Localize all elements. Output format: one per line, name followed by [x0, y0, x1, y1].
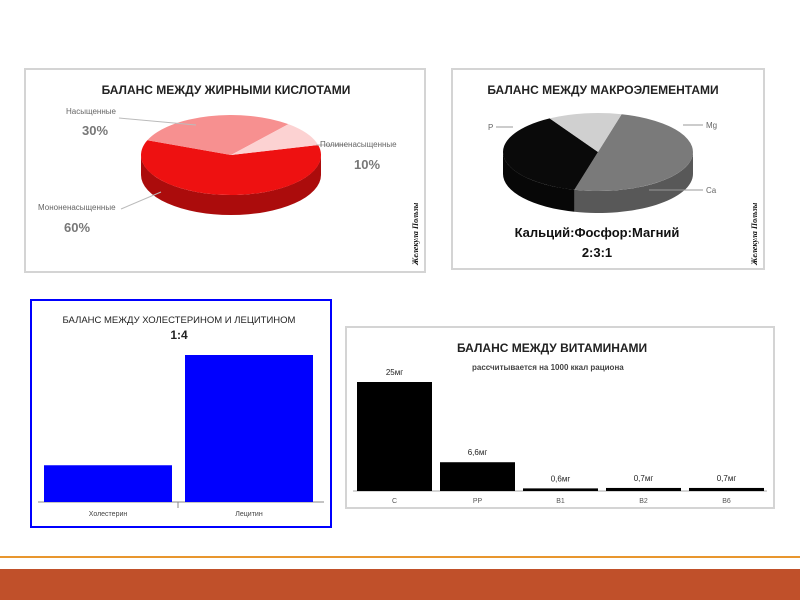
bottom-bar	[0, 569, 800, 600]
vitamins-title: БАЛАНС МЕЖДУ ВИТАМИНАМИ	[457, 341, 648, 355]
bar-Холестерин	[44, 465, 172, 502]
cholesterol-lecithin-chart	[32, 301, 330, 526]
ca-label: Ca	[706, 186, 717, 195]
vitamins-chart	[347, 328, 773, 507]
saturated-value: 30%	[82, 123, 109, 138]
macroelements-chart	[453, 70, 763, 268]
data-label-C: 25мг	[385, 368, 404, 377]
monounsaturated-value: 60%	[64, 220, 91, 235]
data-label-B1: 0,6мг	[550, 474, 571, 484]
accent-line	[0, 556, 800, 558]
p-label: P	[488, 123, 494, 132]
macroelements-chart-panel	[451, 68, 765, 270]
tick-label-B2: B2	[639, 498, 648, 505]
tick-label-Холестерин: Холестерин	[88, 511, 128, 518]
tick-label-PP: PP	[472, 498, 483, 505]
cholesterol-lecithin-chart-panel	[30, 299, 332, 528]
fatty-acids-title: БАЛАНС МЕЖДУ ЖИРНЫМИ КИСЛОТАМИ	[101, 83, 351, 97]
vitamins-subtitle: рассчитывается на 1000 ккал рациона	[472, 363, 624, 372]
bar-C	[357, 382, 432, 491]
cholesterol-lecithin-title: БАЛАНС МЕЖДУ ХОЛЕСТЕРИНОМ И ЛЕЦИТИНОМ	[62, 315, 296, 326]
fatty-acids-chart	[26, 70, 424, 271]
tick-label-B1: B1	[556, 498, 565, 505]
cholesterol-lecithin-subtitle: 1:4	[170, 328, 188, 342]
data-label-PP: 6,6мг	[467, 448, 488, 458]
saturated-label: Насыщенные	[66, 107, 116, 116]
data-label-B2: 0,7мг	[633, 473, 654, 483]
bar-PP	[440, 462, 515, 491]
ratio-value: 2:3:1	[581, 245, 613, 260]
signature: Желекула Пользы	[750, 202, 759, 265]
fatty-acids-chart-panel	[24, 68, 426, 273]
data-label-B6: 0,7мг	[716, 473, 737, 483]
macroelements-title: БАЛАНС МЕЖДУ МАКРОЭЛЕМЕНТАМИ	[487, 83, 719, 97]
bar-B6	[689, 488, 764, 491]
tick-label-B6: B6	[722, 498, 731, 505]
macroelements-pie	[503, 113, 693, 213]
bar-B1	[523, 488, 598, 491]
mg-label: Mg	[706, 121, 718, 130]
ratio-text: Кальций:Фосфор:Магний	[514, 225, 680, 240]
bar-B2	[606, 488, 681, 491]
polyunsaturated-value: 10%	[354, 157, 381, 172]
polyunsaturated-label: Полиненасыщенные	[320, 140, 397, 149]
vitamins-bars	[353, 368, 767, 505]
fatty-acids-pie	[141, 115, 321, 215]
monounsaturated-label: Мононенасыщенные	[38, 203, 116, 212]
tick-label-Лецитин: Лецитин	[235, 511, 263, 518]
vitamins-chart-panel	[345, 326, 775, 509]
tick-label-C: C	[391, 498, 398, 505]
cholesterol-lecithin-bars	[38, 355, 324, 518]
signature: Желекула Пользы	[411, 202, 420, 265]
bar-Лецитин	[185, 355, 313, 502]
